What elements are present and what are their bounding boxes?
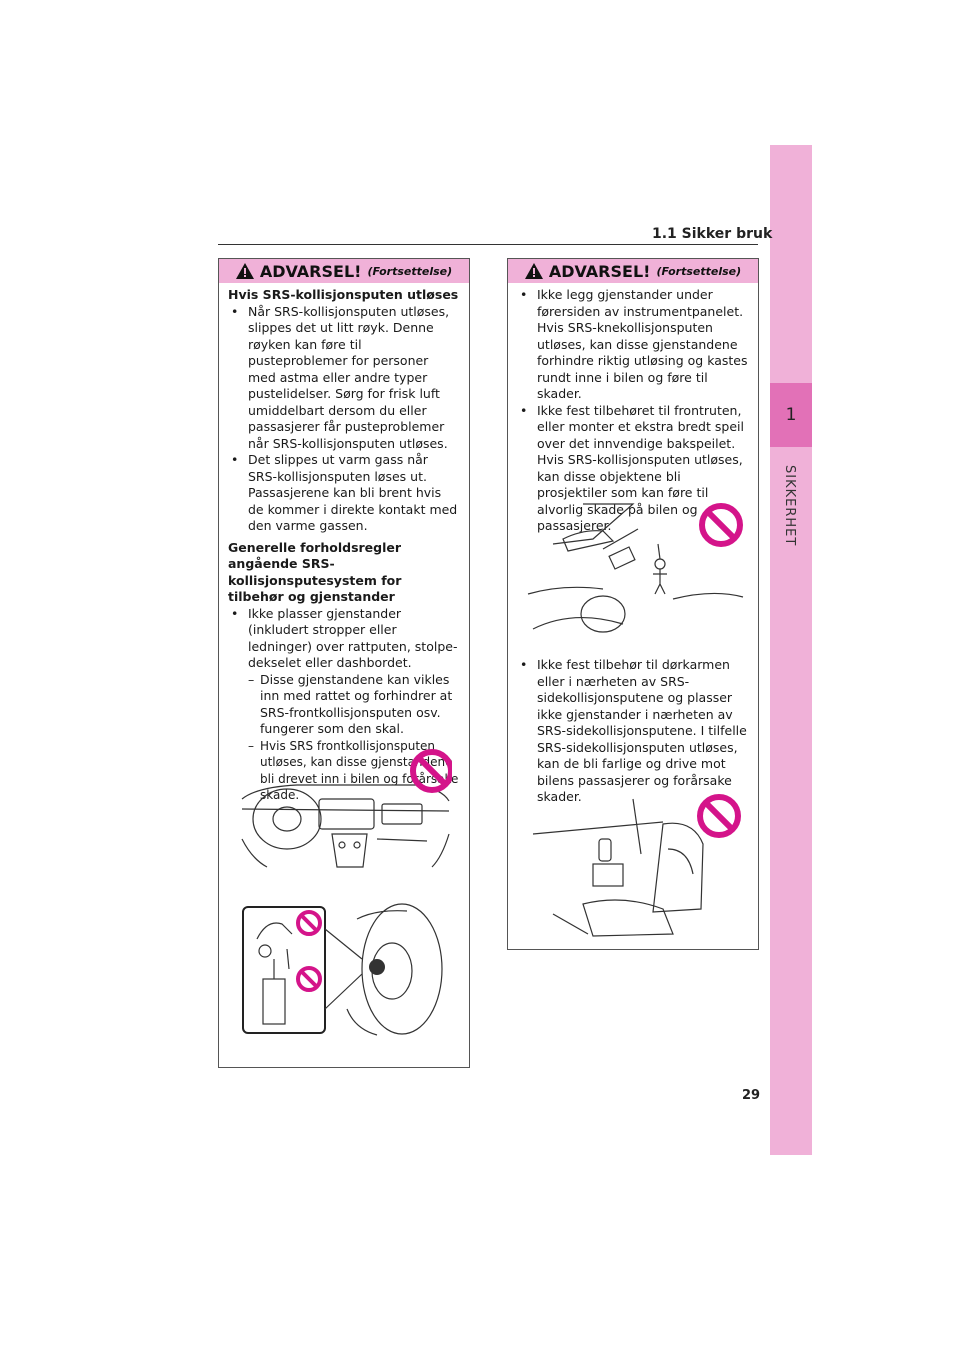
- warning-title: ADVARSEL!: [259, 261, 362, 281]
- bullet-item: • Ikke plasser gjenstander (inkludert stropper eller ledninger) over rattputen, stolpe-dekselet eller dashbordet.: [228, 606, 460, 672]
- bullet-item: • Når SRS-kollisjonsputen utløses, slippes det ut litt røyk. Denne røyken kan føre til pusteproblemer for personer med astma eller andre typer pustelidelser. Sørg for frisk luft umiddelbart dersom du eller passasjerer får pusteproblemer når SRS-kollisjonsputen utløses.: [228, 304, 460, 453]
- section-header: 1.1 Sikker bruk: [652, 226, 773, 242]
- chapter-sidebar: [770, 145, 812, 1155]
- bullet-item: • Ikke fest tilbehøret til frontruten, eller monter et ekstra bredt speil over det innvendige bakspeilet. Hvis SRS-kollisjonsputen utløses, kan disse objektene bli prosjektiler som kan føre til alvorlig skade på bilen og passasjerer.: [517, 403, 749, 535]
- prohibited-icon: [413, 752, 451, 790]
- warning-triangle-icon: [236, 263, 254, 279]
- dash-item: – Hvis SRS frontkollisjonsputen utløses, kan disse gjenstandene bli drevet inn i bilen og forårsake skade.: [228, 738, 460, 804]
- warning-continued: (Fortsettelse): [656, 264, 742, 278]
- seat-illustration: [523, 794, 745, 939]
- chapter-number: 1: [770, 383, 812, 447]
- chapter-label: SIKKERHET: [782, 465, 797, 547]
- bullet-item: • Ikke legg gjenstander under førersiden av instrumentpanelet. Hvis SRS-knekollisjonsputen utløses, kan disse gjenstandene forhindre riktig utløsing og kastes rundt inne i bilen og føre til skader.: [517, 287, 749, 403]
- page-number: 29: [742, 1088, 761, 1103]
- warning-title: ADVARSEL!: [548, 261, 651, 281]
- header-divider: [218, 244, 758, 245]
- steering-wheel-illustration: [237, 899, 452, 1039]
- subheading: Hvis SRS-kollisjonsputen utløses: [228, 287, 459, 302]
- warning-header: [508, 259, 758, 283]
- warning-box-right: [507, 258, 759, 950]
- warning-continued: (Fortsettelse): [367, 264, 453, 278]
- warning-box-left: [218, 258, 470, 1068]
- warning-triangle-icon: [525, 263, 543, 279]
- windshield-mirror-illustration: [523, 499, 745, 634]
- warning-header: [219, 259, 469, 283]
- prohibited-icon: [700, 797, 738, 835]
- bullet-item: • Det slippes ut varm gass når SRS-kollisjonsputen løses ut. Passasjerene kan bli brent hvis de kommer i direkte kontakt med den varme gassen.: [228, 452, 460, 535]
- dash-item: – Disse gjenstandene kan vikles inn med rattet og forhindrer at SRS-frontkollisjonsputen osv. fungerer som den skal.: [228, 672, 460, 738]
- subheading: Generelle forholdsregler angående SRS-kollisjonsputesystem for tilbehør og gjenstander: [228, 539, 402, 604]
- dashboard-illustration: [237, 749, 452, 879]
- bullet-item: • Ikke fest tilbehør til dørkarmen eller i nærheten av SRS-sidekollisjonsputene og plasser ikke gjenstander i nærheten av SRS-sidekollisjonsputene. I tilfelle SRS-sidekollisjonsputen utløses, kan de bli farlige og drive mot bilens passasjerer og forårsake skader.: [517, 657, 749, 806]
- prohibited-icon: [702, 506, 740, 544]
